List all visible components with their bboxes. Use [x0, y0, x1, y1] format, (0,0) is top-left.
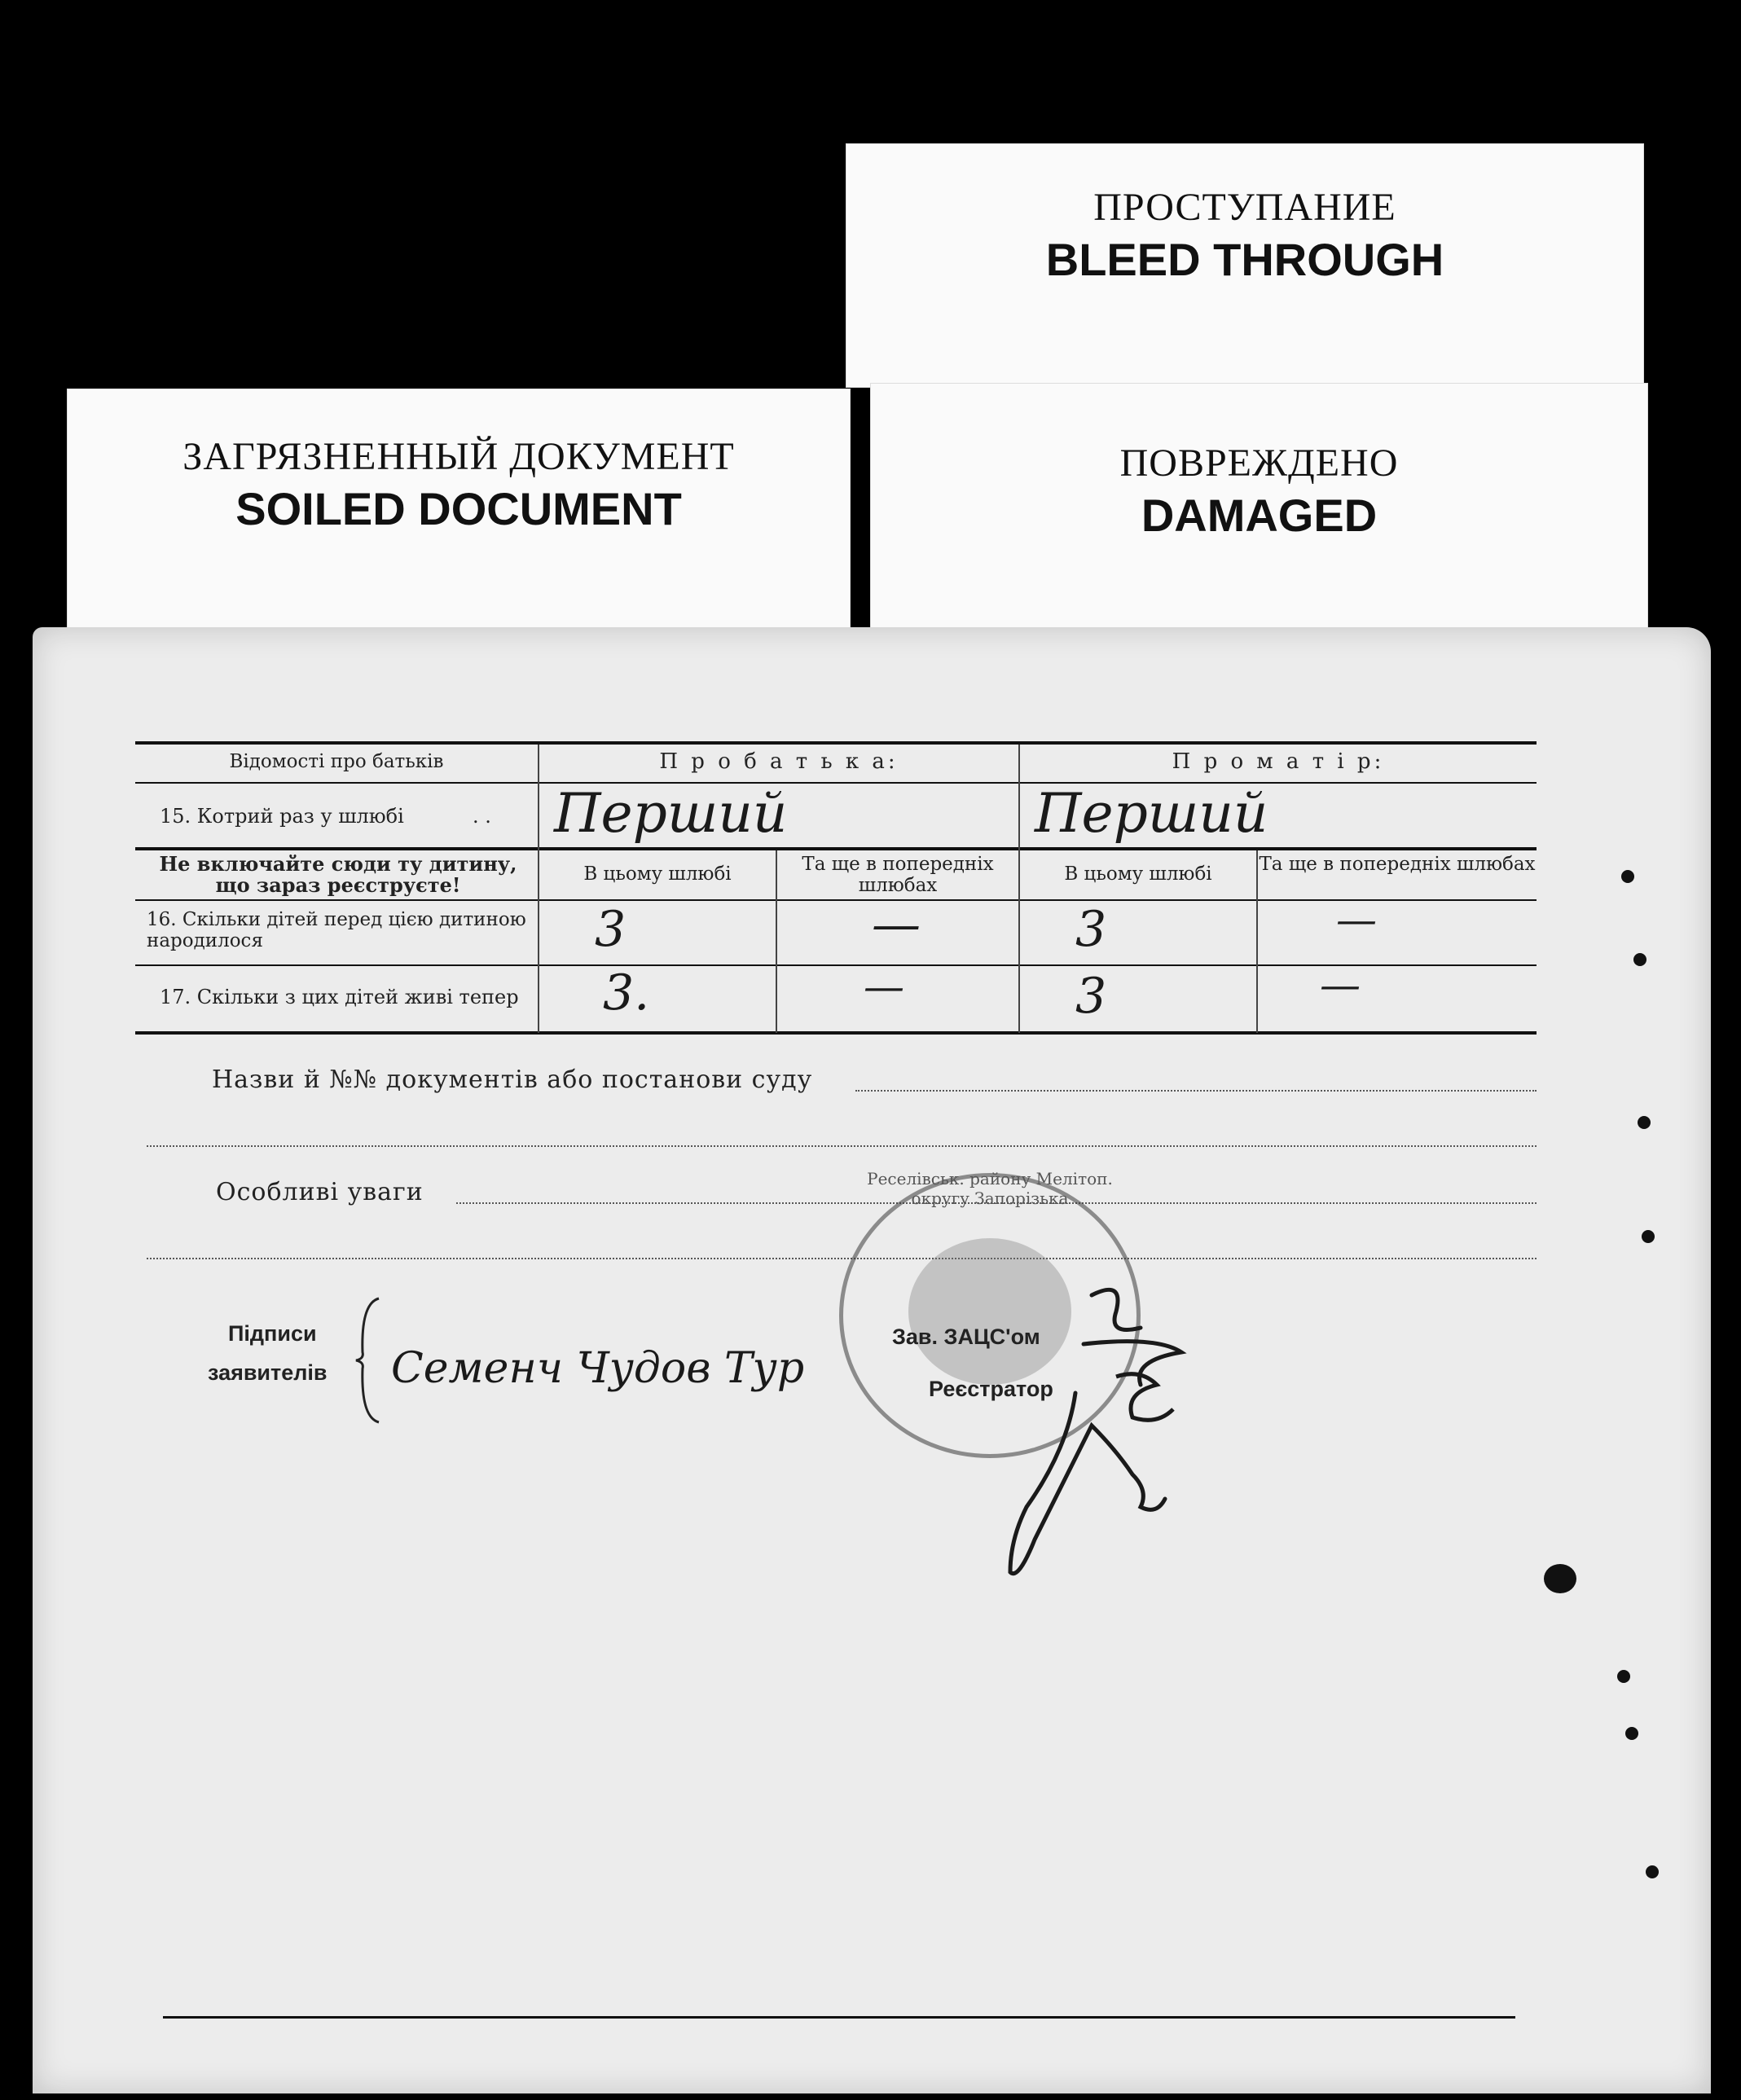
exclude-child-note: Не включайте сюди ту дитину, що зараз реєструєте! — [159, 852, 517, 897]
documents-dotted-line — [855, 1090, 1537, 1092]
soiled-document-en: SOILED DOCUMENT — [235, 483, 682, 534]
table-bottom-rule — [135, 1031, 1537, 1035]
notes-dotted-line-2 — [147, 1258, 1537, 1259]
father-in-marriage-header: В цьому шлюбі — [583, 863, 732, 885]
row17-mother-prev: — — [1320, 961, 1361, 1008]
signatures-label-1: Підписи — [228, 1321, 317, 1346]
table-vline — [1256, 850, 1258, 1033]
applicant-signature: Семенч Чудов Тур — [391, 1344, 805, 1393]
punch-hole — [1625, 1727, 1638, 1740]
soiled-document-ru: ЗАГРЯЗНЕННЫЙ ДОКУМЕНТ — [182, 435, 735, 478]
table-row15-rule — [135, 847, 1537, 850]
table-vline — [538, 745, 539, 1033]
row16-mother-prev: — — [1336, 896, 1377, 943]
punch-hole — [1646, 1865, 1659, 1878]
bleed-through-en: BLEED THROUGH — [1045, 234, 1444, 285]
notes-label: Особливі уваги — [216, 1178, 424, 1206]
table-top-rule — [135, 741, 1537, 745]
row17-father-prev: — — [864, 963, 904, 1010]
row16-label: 16. Скільки дітей перед цією дитиною народилося — [147, 909, 526, 951]
bleed-through-ru: ПРОСТУПАНИЕ — [1093, 186, 1396, 229]
table-subheader-rule — [135, 899, 1537, 901]
soiled-document-label — [67, 389, 851, 649]
bottom-rule — [163, 2016, 1515, 2019]
document-sheet — [33, 627, 1711, 2093]
bleed-through-label — [846, 143, 1644, 388]
row17-label: 17. Скільки з цих дітей живі тепер — [160, 986, 519, 1008]
damaged-en: DAMAGED — [1141, 490, 1378, 541]
damaged-ru: ПОВРЕЖДЕНО — [1119, 442, 1399, 485]
mother-previous-header: Та ще в попередніх шлюбах — [1259, 854, 1536, 875]
official-signature — [994, 1263, 1336, 1637]
stamp-text: Реселівськ. району Мелітоп. округу Запорізька — [867, 1169, 1113, 1208]
row17-father-this: 3. — [603, 964, 650, 1021]
table-header-rule — [135, 782, 1537, 784]
punch-hole — [1617, 1670, 1630, 1683]
punch-hole — [1544, 1564, 1576, 1593]
punch-hole — [1638, 1116, 1651, 1129]
row15-leader: . . — [473, 805, 491, 828]
header-father: П р о б а т ь к а: — [659, 749, 899, 774]
row15-father-value: Перший — [554, 782, 788, 845]
registrar-label: Реєстратор — [929, 1377, 1053, 1401]
row17-mother-this: 3 — [1075, 968, 1107, 1025]
punch-hole — [1642, 1230, 1655, 1243]
table-vline — [1018, 745, 1020, 1033]
father-previous-header: Та ще в попередніх шлюбах — [802, 854, 994, 896]
row16-father-this: 3 — [595, 901, 626, 958]
signatures-label-2: заявителів — [208, 1360, 328, 1385]
brace-icon — [354, 1295, 387, 1426]
row16-father-prev: — — [872, 896, 921, 953]
damaged-label — [870, 383, 1648, 644]
documents-dotted-line-2 — [147, 1145, 1537, 1147]
header-parents-info: Відомості про батьків — [229, 751, 444, 772]
row15-label: 15. Котрий раз у шлюбі — [160, 805, 404, 828]
punch-hole — [1621, 870, 1634, 883]
row16-mother-this: 3 — [1075, 901, 1107, 958]
mother-in-marriage-header: В цьому шлюбі — [1064, 863, 1212, 885]
header-mother: П р о м а т і р: — [1172, 749, 1385, 774]
documents-label: Назви й №№ документів або постанови суду — [212, 1065, 813, 1094]
row15-mother-value: Перший — [1035, 782, 1268, 845]
punch-hole — [1633, 953, 1646, 966]
head-of-registry-label: Зав. ЗАЦС'ом — [892, 1325, 1040, 1349]
